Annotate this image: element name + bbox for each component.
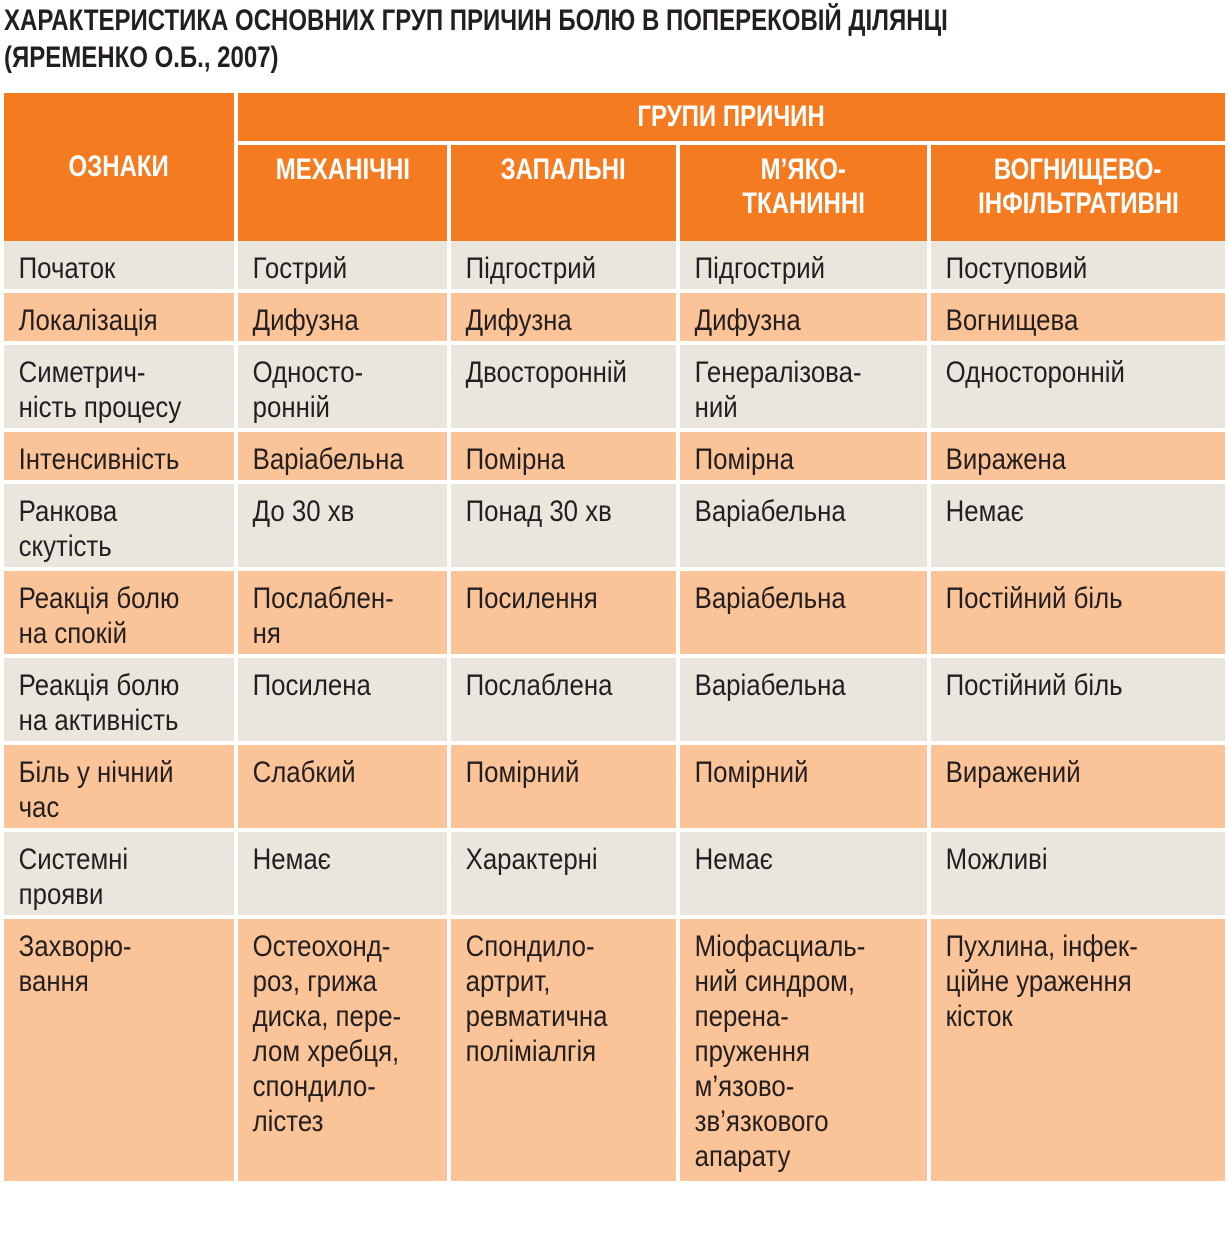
cell-sign (4, 345, 238, 432)
title-line-2: (ЯРЕМЕНКО О.Б., 2007) (4, 41, 279, 74)
table-row (4, 345, 1225, 432)
header-inflammatory (451, 145, 680, 241)
cell-mechanical-text: Остеохонд- роз, грижа диска, пере- лом хребця, спондило- лістез (252, 930, 402, 1138)
cell-inflammatory-text: Помірна (465, 443, 565, 476)
cell-inflammatory (451, 832, 680, 919)
cell-soft-tissue (680, 293, 931, 345)
cell-focal-infiltrative (931, 432, 1225, 484)
cell-inflammatory (451, 345, 680, 432)
cell-sign (4, 293, 238, 345)
header-mechanical (238, 145, 451, 241)
cell-focal-infiltrative-text: Постійний біль (945, 582, 1123, 615)
header-signs (4, 93, 238, 241)
header-inflammatory-label: ЗАПАЛЬНІ (500, 153, 627, 186)
cell-mechanical-text: Варіабельна (252, 443, 404, 476)
cell-mechanical-text: Немає (252, 843, 331, 876)
cell-mechanical (238, 432, 451, 484)
cell-soft-tissue (680, 345, 931, 432)
cell-sign (4, 571, 238, 658)
header-focal-l2: ІНФІЛЬТРАТИВНІ (977, 187, 1179, 220)
cell-sign-text: Системні прояви (18, 843, 129, 911)
title-line-1: ХАРАКТЕРИСТИКА ОСНОВНИХ ГРУП ПРИЧИН БОЛЮ В ПОПЕРЕКОВІЙ ДІЛЯНЦІ (4, 4, 948, 37)
cell-inflammatory-text: Двосторонній (465, 356, 627, 389)
cell-inflammatory (451, 571, 680, 658)
cell-inflammatory (451, 658, 680, 745)
cell-inflammatory-text: Посилення (465, 582, 598, 615)
cell-sign (4, 832, 238, 919)
header-groups-label: ГРУПИ ПРИЧИН (637, 100, 826, 133)
cell-inflammatory (451, 919, 680, 1181)
cell-mechanical-text: До 30 хв (252, 495, 355, 528)
cell-soft-tissue-text: Варіабельна (694, 669, 846, 702)
table-row (4, 658, 1225, 745)
cell-sign-text: Біль у нічний час (18, 756, 174, 824)
header-signs-label: ОЗНАКИ (68, 150, 170, 183)
cell-mechanical-text: Дифузна (252, 304, 359, 337)
cell-soft-tissue (680, 241, 931, 293)
cell-inflammatory-text: Спондило- артрит, ревматична поліміалгія (465, 930, 608, 1068)
cell-sign (4, 484, 238, 571)
cell-sign (4, 745, 238, 832)
cell-soft-tissue (680, 832, 931, 919)
cell-sign-text: Захворю- вання (18, 930, 132, 998)
cell-soft-tissue-text: Дифузна (694, 304, 801, 337)
cell-inflammatory-text: Підгострий (465, 252, 597, 285)
cell-soft-tissue (680, 571, 931, 658)
cell-sign-text: Реакція болю на спокій (18, 582, 180, 650)
cell-mechanical-text: Односто- ронній (252, 356, 364, 424)
cell-sign-text: Локалізація (18, 304, 158, 337)
cell-sign (4, 432, 238, 484)
cell-soft-tissue-text: Варіабельна (694, 495, 846, 528)
cell-soft-tissue-text: Немає (694, 843, 773, 876)
cell-focal-infiltrative (931, 658, 1225, 745)
cell-soft-tissue (680, 745, 931, 832)
table-row (4, 432, 1225, 484)
cell-focal-infiltrative-text: Виражений (945, 756, 1081, 789)
cell-soft-tissue (680, 432, 931, 484)
cell-focal-infiltrative (931, 484, 1225, 571)
cell-focal-infiltrative-text: Немає (945, 495, 1024, 528)
cell-inflammatory-text: Дифузна (465, 304, 572, 337)
table-row (4, 571, 1225, 658)
cell-focal-infiltrative-text: Виражена (945, 443, 1067, 476)
cell-inflammatory (451, 432, 680, 484)
cell-mechanical-text: Гострий (252, 252, 348, 285)
table-row (4, 919, 1225, 1181)
table-row (4, 745, 1225, 832)
cell-inflammatory (451, 241, 680, 293)
table-row (4, 241, 1225, 293)
table-row (4, 293, 1225, 345)
cell-inflammatory-text: Помірний (465, 756, 580, 789)
cell-focal-infiltrative (931, 832, 1225, 919)
cell-mechanical (238, 832, 451, 919)
header-focal-l1: ВОГНИЩЕВО- (994, 153, 1162, 186)
header-soft-tissue-l1: М’ЯКО- (760, 153, 847, 186)
cell-mechanical (238, 241, 451, 293)
cell-mechanical-text: Посилена (252, 669, 371, 702)
cell-soft-tissue (680, 919, 931, 1181)
causes-table (4, 93, 1225, 1181)
header-mechanical-label: МЕХАНІЧНІ (275, 153, 410, 186)
cell-sign (4, 658, 238, 745)
cell-mechanical (238, 571, 451, 658)
cell-sign (4, 241, 238, 293)
cell-focal-infiltrative-text: Постійний біль (945, 669, 1123, 702)
table-body (4, 241, 1225, 1181)
cell-mechanical (238, 293, 451, 345)
cell-soft-tissue-text: Варіабельна (694, 582, 846, 615)
cell-soft-tissue-text: Генералізова- ний (694, 356, 862, 424)
cell-sign (4, 919, 238, 1181)
cell-soft-tissue (680, 658, 931, 745)
cell-focal-infiltrative (931, 293, 1225, 345)
table-row (4, 832, 1225, 919)
cell-mechanical-text: Слабкий (252, 756, 356, 789)
header-groups (238, 93, 1225, 145)
page-title (4, 2, 980, 76)
cell-sign-text: Початок (18, 252, 116, 285)
cell-inflammatory-text: Характерні (465, 843, 598, 876)
cell-soft-tissue (680, 484, 931, 571)
cell-focal-infiltrative-text: Поступовий (945, 252, 1088, 285)
cell-inflammatory-text: Послаблена (465, 669, 613, 702)
cell-inflammatory (451, 745, 680, 832)
cell-focal-infiltrative (931, 571, 1225, 658)
cell-soft-tissue-text: Міофасциаль- ний синдром, перена- пруження м’язово- зв’язкового апарату (694, 930, 866, 1173)
cell-inflammatory (451, 484, 680, 571)
cell-soft-tissue-text: Помірний (694, 756, 809, 789)
cell-mechanical-text: Послаблен- ня (252, 582, 394, 650)
cell-inflammatory-text: Понад 30 хв (465, 495, 612, 528)
cell-sign-text: Інтенсивність (18, 443, 180, 476)
header-soft-tissue-l2: ТКАНИННІ (742, 187, 865, 220)
cell-inflammatory (451, 293, 680, 345)
cell-focal-infiltrative (931, 345, 1225, 432)
cell-focal-infiltrative (931, 745, 1225, 832)
cell-focal-infiltrative-text: Можливі (945, 843, 1048, 876)
cell-soft-tissue-text: Помірна (694, 443, 794, 476)
cell-focal-infiltrative-text: Пухлина, інфек- ційне ураження кісток (945, 930, 1138, 1033)
cell-mechanical (238, 345, 451, 432)
cell-focal-infiltrative (931, 241, 1225, 293)
cell-mechanical (238, 745, 451, 832)
cell-sign-text: Ранкова скутість (18, 495, 118, 563)
cell-sign-text: Реакція болю на активність (18, 669, 180, 737)
cell-mechanical (238, 919, 451, 1181)
cell-focal-infiltrative-text: Вогнищева (945, 304, 1079, 337)
cell-sign-text: Симетрич- ність процесу (18, 356, 182, 424)
header-row-1 (4, 93, 1225, 145)
table-row (4, 484, 1225, 571)
cell-focal-infiltrative-text: Односторонній (945, 356, 1125, 389)
cell-mechanical (238, 484, 451, 571)
cell-focal-infiltrative (931, 919, 1225, 1181)
header-soft-tissue (680, 145, 931, 241)
header-focal-infiltrative (931, 145, 1225, 241)
cell-mechanical (238, 658, 451, 745)
cell-soft-tissue-text: Підгострий (694, 252, 826, 285)
